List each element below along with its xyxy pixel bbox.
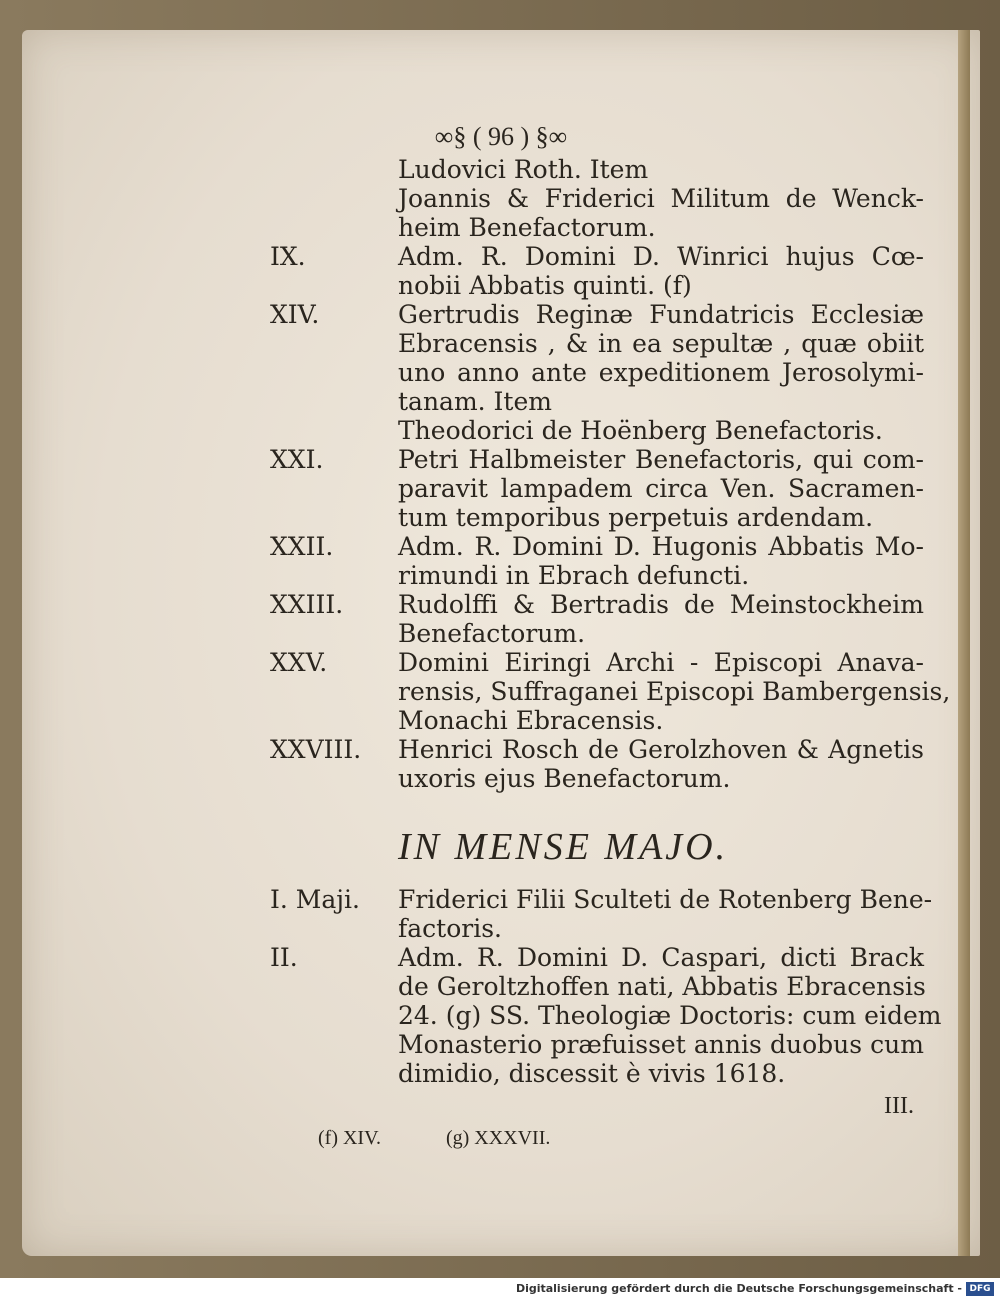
entry-text-line: factoris.: [398, 914, 502, 943]
entry-text-line: Rudolffi & Bertradis de Meinstockheim: [398, 590, 924, 619]
entry-text-line: Ludovici Roth. Item: [398, 155, 649, 184]
entry-date-label: XXV.: [270, 648, 328, 677]
entry-text-line: Monasterio præfuisset annis duobus cum: [398, 1030, 924, 1059]
entry-text-line: dimidio, discessit è vivis 1618.: [398, 1059, 786, 1088]
dfg-credit-bar: [0, 1278, 1000, 1301]
entry-text-line: 24. (g) SS. Theologiæ Doctoris: cum eidem: [398, 1001, 942, 1030]
entry-text-line: Adm. R. Domini D. Hugonis Abbatis Mo-: [398, 532, 924, 561]
entry-text-line: de Geroltzhoffen nati, Abbatis Ebracensis: [398, 972, 926, 1001]
entry-date-label: XXI.: [270, 445, 324, 474]
entry-text-line: rensis, Suffraganei Episcopi Bambergensis,: [398, 677, 951, 706]
footnote: (f) XIV.: [318, 1127, 381, 1149]
entry-text-line: Adm. R. Domini D. Caspari, dicti Brack: [398, 943, 924, 972]
footnote: (g) XXXVII.: [445, 1127, 551, 1149]
entry-text-line: paravit lampadem circa Ven. Sacramen-: [398, 474, 924, 503]
catchword: III.: [884, 1093, 914, 1119]
entry-date-label: XIV.: [270, 300, 320, 329]
entry-date-label: XXVIII.: [270, 735, 362, 764]
book-page: [22, 30, 980, 1256]
entry-date-label: II.: [270, 943, 298, 972]
entry-text-line: nobii Abbatis quinti. (f): [398, 271, 692, 300]
entry-date-label: IX.: [270, 242, 306, 271]
entry-text-line: Henrici Rosch de Gerolzhoven & Agnetis: [398, 735, 924, 764]
page-header: ∞§ ( 96 ) §∞: [434, 122, 568, 151]
page-binding: [958, 30, 970, 1256]
entry-text-line: uxoris ejus Benefactorum.: [398, 764, 731, 793]
section-title: IN MENSE MAJO.: [398, 826, 729, 868]
entry-text-line: tum temporibus perpetuis ardendam.: [398, 503, 874, 532]
entry-date-label: XXIII.: [270, 590, 344, 619]
entry-text-line: rimundi in Ebrach defuncti.: [398, 561, 750, 590]
entry-text-line: Gertrudis Reginæ Fundatricis Ecclesiæ: [398, 300, 924, 329]
entry-date-label: XXII.: [270, 532, 334, 561]
entry-text-line: Theodorici de Hoënberg Benefactoris.: [398, 416, 883, 445]
dfg-logo-icon: DFG: [966, 1282, 994, 1296]
entry-text-line: Friderici Filii Sculteti de Rotenberg Bene-: [398, 885, 933, 914]
entry-text-line: Adm. R. Domini D. Winrici hujus Cœ-: [398, 242, 924, 271]
entry-text-line: uno anno ante expeditionem Jerosolymi-: [398, 358, 924, 387]
dfg-credit-text: Digitalisierung gefördert durch die Deutsche Forschungsgemeinschaft -: [515, 1282, 962, 1295]
entry-text-line: tanam. Item: [398, 387, 552, 416]
entry-text-line: Petri Halbmeister Benefactoris, qui com-: [398, 445, 924, 474]
entry-text-line: Monachi Ebracensis.: [398, 706, 664, 735]
entry-date-label: I. Maji.: [270, 885, 360, 914]
entry-text-line: Domini Eiringi Archi - Episcopi Anava-: [398, 648, 924, 677]
entry-text-line: Joannis & Friderici Militum de Wenck-: [398, 184, 924, 213]
entry-text-line: Ebracensis , & in ea sepultæ , quæ obiit: [398, 329, 924, 358]
entry-text-line: heim Benefactorum.: [398, 213, 656, 242]
entry-text-line: Benefactorum.: [398, 619, 586, 648]
footnotes: [318, 1127, 610, 1150]
